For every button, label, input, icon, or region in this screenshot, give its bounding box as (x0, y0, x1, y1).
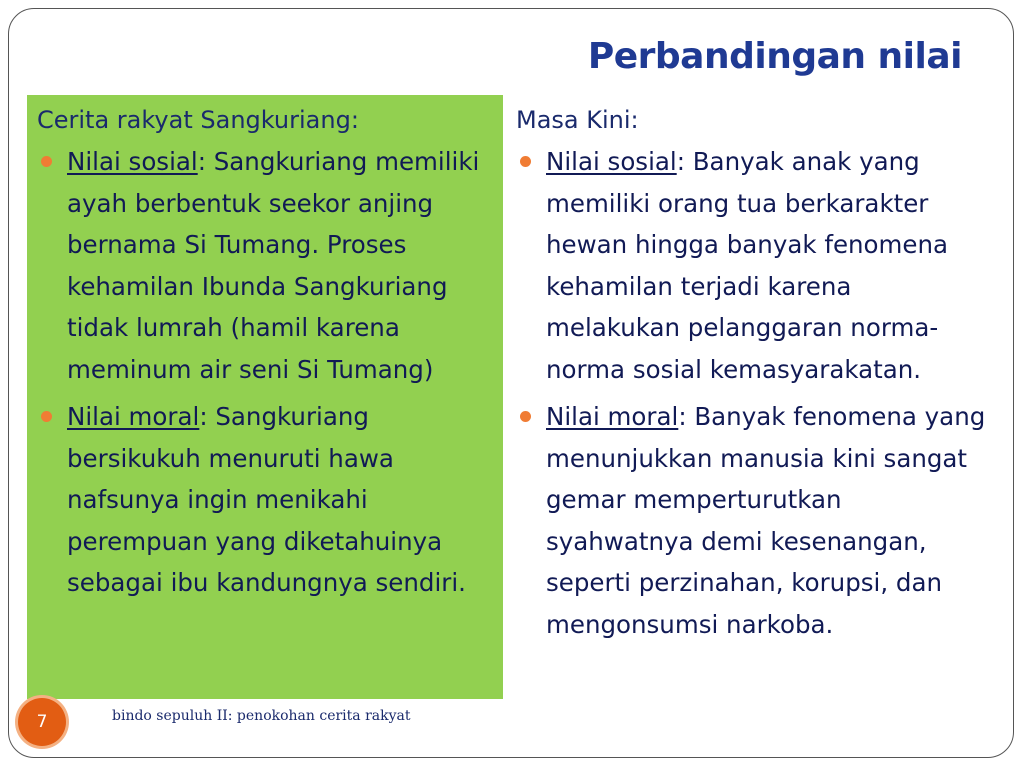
left-column-panel (27, 95, 503, 699)
left-column-heading: Cerita rakyat Sangkuriang: (37, 106, 359, 134)
left-item-social-term: Nilai sosial (67, 147, 198, 176)
right-item-social-text: : Banyak anak yang memiliki orang tua berkarakter hewan hingga banyak fenomena kehamilan terjadi karena melakukan pelanggaran norma-norma sosial kemasyarakatan. (546, 147, 949, 384)
right-item-moral-text: : Banyak fenomena yang menunjukkan manusia kini sangat gemar memperturutkan syahwatnya demi kesenangan, seperti perzinahan, korupsi, dan mengonsumsi narkoba. (546, 402, 986, 639)
right-item-moral-term: Nilai moral (546, 402, 679, 431)
bullet-icon (41, 156, 52, 167)
page-number-badge: 7 (18, 698, 66, 746)
right-item-social (516, 141, 990, 390)
left-item-social (37, 141, 493, 390)
slide-footer: bindo sepuluh II: penokohan cerita rakyat (112, 708, 411, 724)
left-item-moral-term: Nilai moral (67, 402, 200, 431)
bullet-icon (520, 156, 531, 167)
left-item-social-text: : Sangkuriang memiliki ayah berbentuk seekor anjing bernama Si Tumang. Proses kehamilan Ibunda Sangkuriang tidak lumrah (hamil karena meminum air seni Si Tumang) (67, 147, 480, 384)
bullet-icon (520, 411, 531, 422)
slide-title: Perbandingan nilai (587, 36, 962, 77)
right-item-moral (516, 396, 990, 645)
left-item-moral-text: : Sangkuriang bersikukuh menuruti hawa nafsunya ingin menikahi perempuan yang diketahuinya sebagai ibu kandungnya sendiri. (67, 402, 466, 597)
right-column-heading: Masa Kini: (516, 106, 639, 134)
left-item-moral (37, 396, 493, 604)
right-column (506, 95, 996, 699)
right-item-social-term: Nilai sosial (546, 147, 677, 176)
bullet-icon (41, 411, 52, 422)
